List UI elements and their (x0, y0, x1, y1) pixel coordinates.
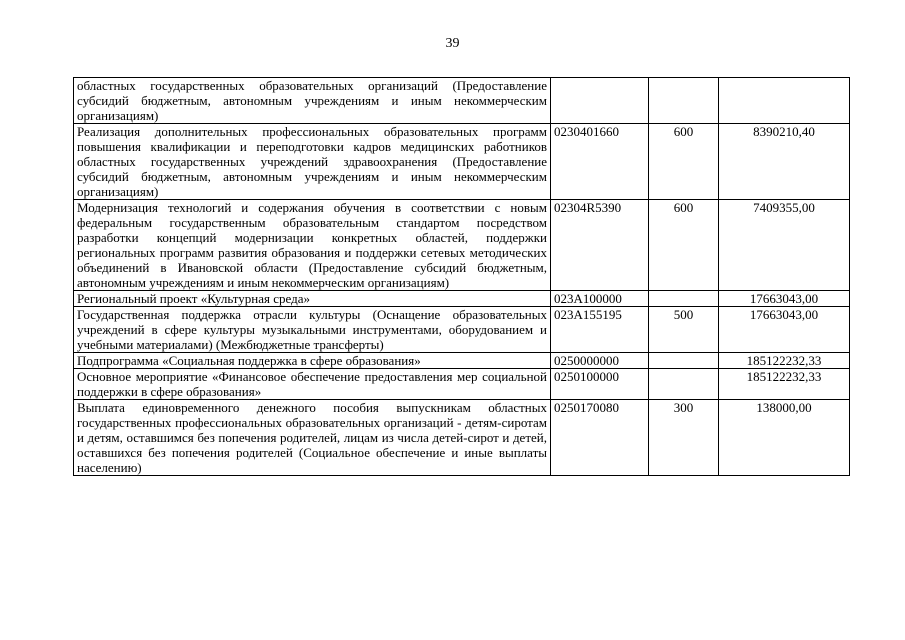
row-name: областных государственных образовательных организаций (Предоставление субсидий бюджетным, автономным учреждениям и иным некоммерческим организациям) (74, 78, 551, 124)
table-row (74, 124, 850, 200)
row-code: 02304R5390 (551, 200, 649, 291)
row-expense-type (649, 78, 719, 124)
row-sum: 7409355,00 (719, 200, 850, 291)
row-code: 0250170080 (551, 400, 649, 476)
row-code: 023А100000 (551, 291, 649, 307)
row-expense-type (649, 291, 719, 307)
table-row (74, 78, 850, 124)
row-sum: 17663043,00 (719, 307, 850, 353)
row-expense-type: 600 (649, 200, 719, 291)
row-expense-type: 300 (649, 400, 719, 476)
table-row (74, 291, 850, 307)
table-row (74, 307, 850, 353)
row-code: 0250000000 (551, 353, 649, 369)
row-name: Выплата единовременного денежного пособия выпускникам областных государственных профессиональных образовательных организаций - детям-сиротам и детям, оставшимся без попечения родителей, лицам из числа детей-сирот и детей, оставшихся без попечения родителей (Социальное обеспечение и иные выплаты населению) (74, 400, 551, 476)
row-name: Основное мероприятие «Финансовое обеспечение предоставления мер социальной поддержки в сфере образования» (74, 369, 551, 400)
row-sum: 138000,00 (719, 400, 850, 476)
page-number: 39 (445, 36, 460, 51)
row-name: Подпрограмма «Социальная поддержка в сфере образования» (74, 353, 551, 369)
row-expense-type: 600 (649, 124, 719, 200)
row-sum: 8390210,40 (719, 124, 850, 200)
row-code: 0230401660 (551, 124, 649, 200)
table-row (74, 400, 850, 476)
row-name: Региональный проект «Культурная среда» (74, 291, 551, 307)
row-code: 023А155195 (551, 307, 649, 353)
row-sum: 17663043,00 (719, 291, 850, 307)
row-sum: 185122232,33 (719, 353, 850, 369)
budget-table (73, 77, 850, 476)
row-sum: 185122232,33 (719, 369, 850, 400)
row-name: Государственная поддержка отрасли культуры (Оснащение образовательных учреждений в сфере культуры музыкальными инструментами, оборудованием и учебными материалами) (Межбюджетные трансферты) (74, 307, 551, 353)
row-code: 0250100000 (551, 369, 649, 400)
row-name: Реализация дополнительных профессиональных образовательных программ повышения квалификации и переподготовки кадров медицинских работников областных государственных учреждений здравоохранения (Предоставление субсидий бюджетным, автономным учреждениям и иным некоммерческим организациям) (74, 124, 551, 200)
row-sum (719, 78, 850, 124)
row-code (551, 78, 649, 124)
table-row (74, 200, 850, 291)
row-expense-type (649, 353, 719, 369)
row-expense-type (649, 369, 719, 400)
row-expense-type: 500 (649, 307, 719, 353)
table-row (74, 369, 850, 400)
row-name: Модернизация технологий и содержания обучения в соответствии с новым федеральным государственным образовательным стандартом посредством разработки концепций модернизации конкретных областей, поддержки региональных программ развития образования и поддержки сетевых методических объединений в Ивановской области (Предоставление субсидий бюджетным, автономным учреждениям и иным некоммерческим организациям) (74, 200, 551, 291)
table-row (74, 353, 850, 369)
